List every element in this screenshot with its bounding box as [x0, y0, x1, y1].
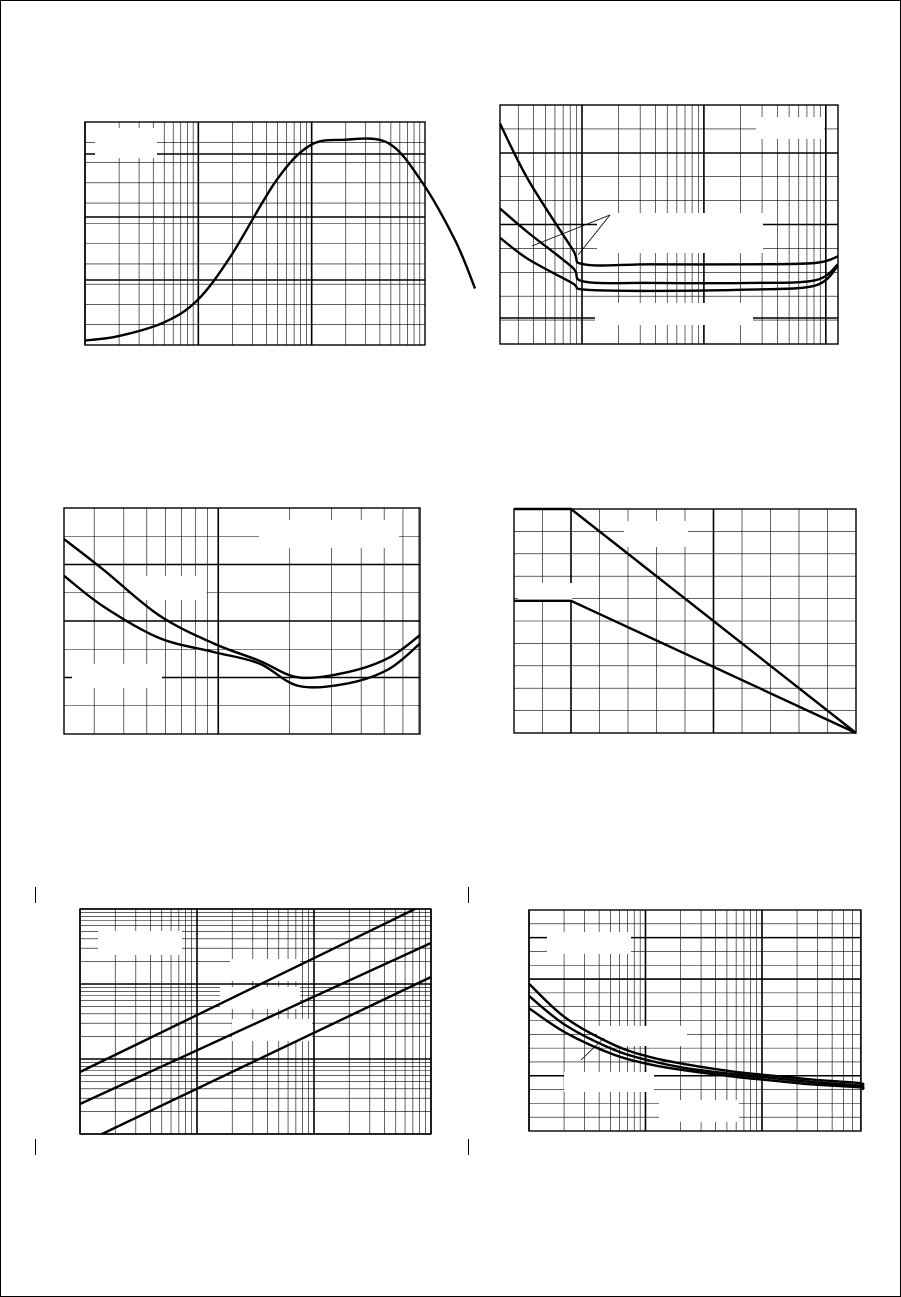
annotation-box-lower [72, 664, 162, 688]
chart-bottom-left [80, 909, 431, 1134]
margin-mark-left-upper [35, 887, 36, 903]
chart-top-right [500, 105, 838, 344]
annotation-box-lower [595, 303, 753, 325]
annotation-box-left [564, 1072, 654, 1092]
legend-box [756, 117, 824, 139]
legend-box [98, 931, 182, 955]
chart-top-left [85, 122, 425, 345]
margin-mark-right-upper [468, 887, 469, 903]
legend-box [259, 520, 399, 548]
annotation-box-upper [597, 213, 763, 253]
annotation-box-lower [518, 583, 572, 601]
legend-box [95, 128, 157, 158]
annotation-box-upper [132, 576, 207, 600]
margin-mark-right-lower [468, 1139, 469, 1155]
legend-box [547, 932, 631, 954]
chart-middle-right [514, 509, 856, 733]
series-line-1 [85, 139, 475, 341]
margin-mark-left-lower [35, 1139, 36, 1155]
chart-bottom-right [529, 910, 861, 1131]
annotation-box-lower [659, 1100, 739, 1122]
annotation-box-upper [624, 521, 688, 547]
chart-middle-left [64, 508, 420, 734]
